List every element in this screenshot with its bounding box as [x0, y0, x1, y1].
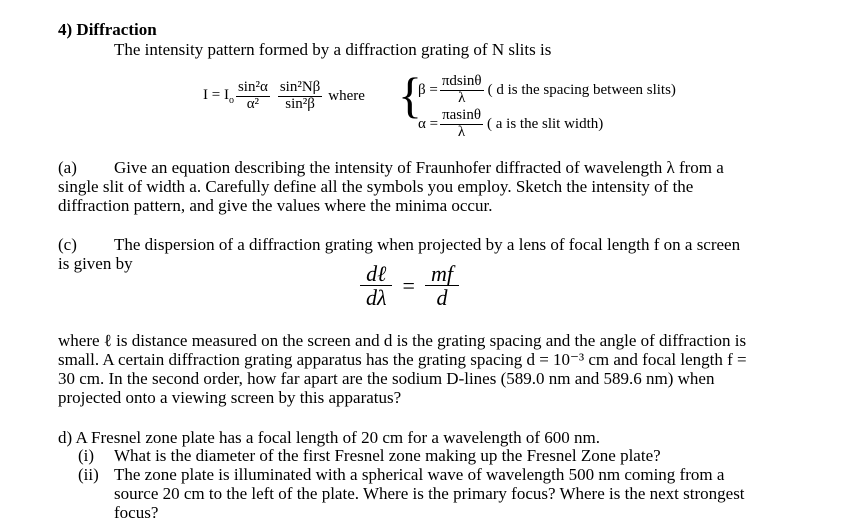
part-c-line1: The dispersion of a diffraction grating when projected by a lens of focal length f on a screen	[114, 235, 741, 254]
where-word: where	[328, 87, 365, 104]
eq-lhs: $I = I_o$	[203, 86, 234, 106]
intro-text: The intensity pattern formed by a diffraction grating of N slits is	[114, 40, 552, 59]
section-heading: 4) Diffraction	[58, 20, 157, 39]
left-brace: {	[398, 67, 422, 123]
dispersion-equation: $\frac{\text{dℓ}}{d\lambda}$ = $\frac{mf}{d}$	[360, 262, 459, 309]
fraction-beta: $\frac{\text{sin²Nβ}}{\text{sin²β}}$	[279, 79, 321, 112]
part-d-i-label: (i)	[78, 446, 95, 465]
grating-intensity-equation	[203, 80, 365, 113]
part-c-line6: projected onto a viewing screen by this apparatus?	[58, 388, 402, 407]
alpha-definition: α = $\frac{\pi asin\theta}{\lambda}$ ( a is the slit width)	[418, 107, 604, 140]
part-a-label: (a)	[58, 158, 77, 177]
part-d-ii-line1: The zone plate is illuminated with a spherical wave of wavelength 500 nm coming from a	[114, 465, 725, 484]
part-d-ii-line3: focus?	[114, 503, 159, 522]
part-d-i-text: What is the diameter of the first Fresnel zone making up the Fresnel Zone plate?	[114, 446, 661, 465]
part-d-ii-label: (ii)	[78, 465, 99, 484]
fraction-alpha: $\frac{\text{sin²α}}{\text{α²}}$	[237, 79, 268, 112]
part-c-label: (c)	[58, 235, 77, 254]
beta-definition: β = $\frac{\pi dsin\theta}{\lambda}$ ( d is the spacing between slits)	[418, 73, 676, 106]
part-c-line2: is given by	[58, 254, 133, 273]
part-d-line1: d) A Fresnel zone plate has a focal length of 20 cm for a wavelength of 600 nm.	[58, 428, 600, 447]
part-c-line3: where ℓ is distance measured on the screen and d is the grating spacing and the angle of diffraction is	[58, 331, 747, 350]
part-a-line1: Give an equation describing the intensity of Fraunhofer diffracted of wavelength λ from a	[114, 158, 724, 177]
part-a-line3: diffraction pattern, and give the values where the minima occur.	[58, 196, 493, 215]
part-d-ii-line2: source 20 cm to the left of the plate. Where is the primary focus? Where is the next strongest	[114, 484, 745, 503]
part-c-line5: 30 cm. In the second order, how far apart are the sodium D-lines (589.0 nm and 589.6 nm) when	[58, 369, 715, 388]
part-c-line4: small. A certain diffraction grating apparatus has the grating spacing d = 10⁻³ cm and focal length f =	[58, 350, 747, 369]
part-a-line2: single slit of width a. Carefully define all the symbols you employ. Sketch the intensity of the	[58, 177, 694, 196]
